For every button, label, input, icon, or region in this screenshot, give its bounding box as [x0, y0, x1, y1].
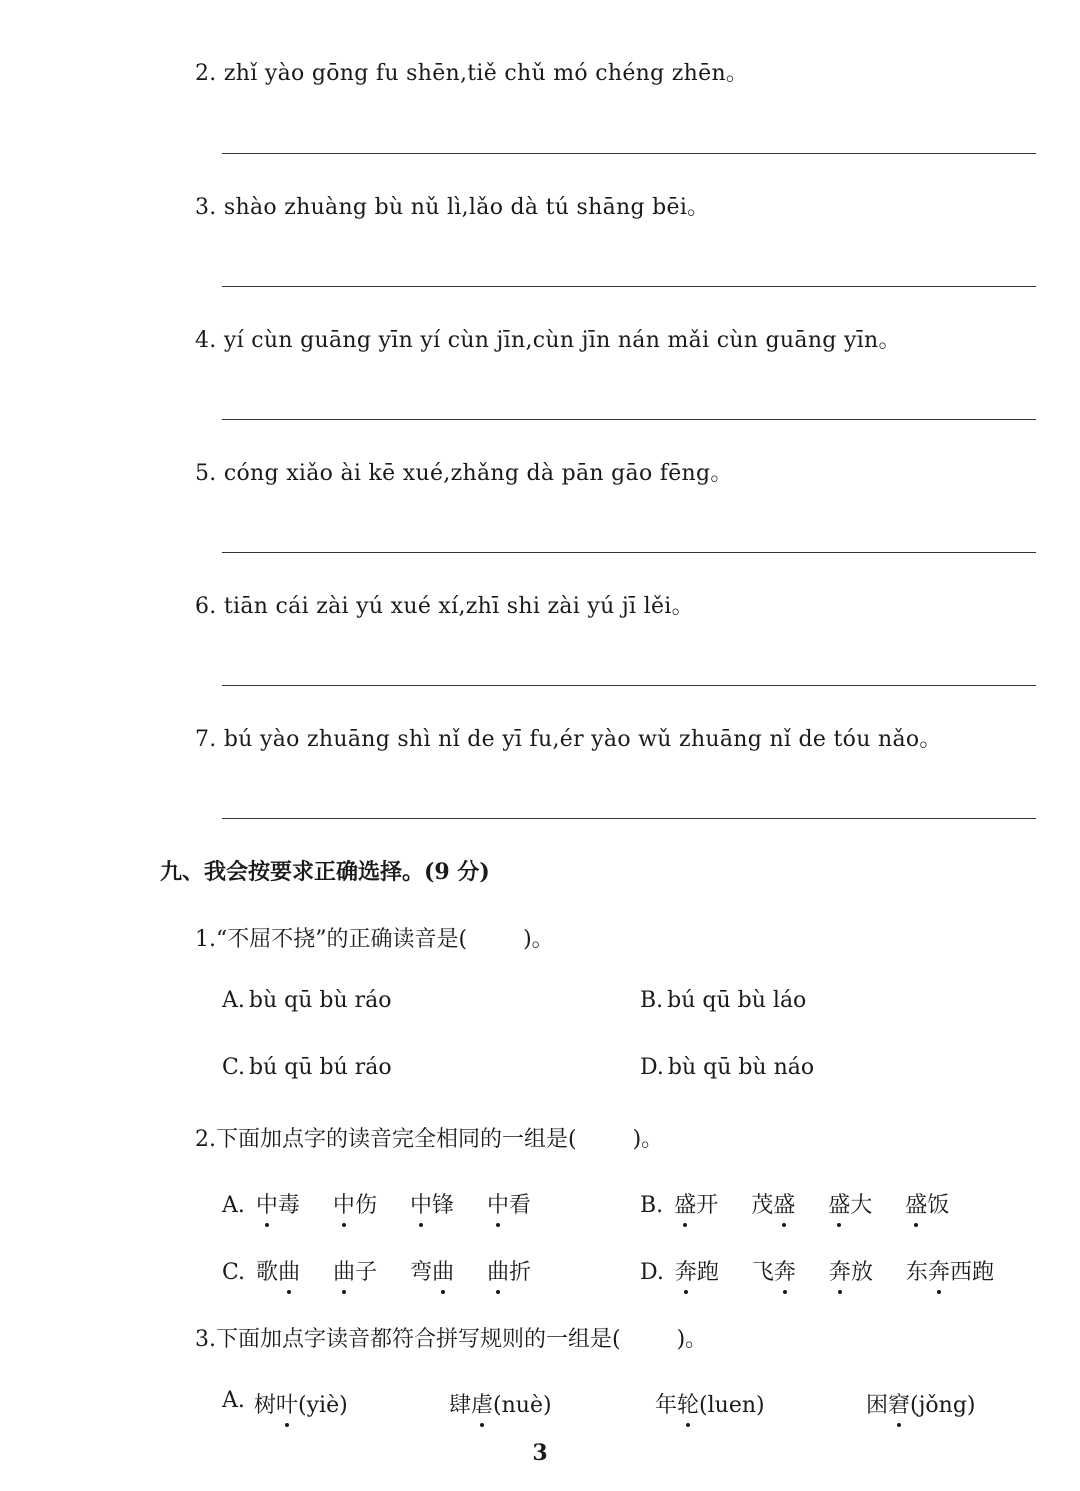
dotted-char: 窘 — [888, 1388, 910, 1419]
word: 曲子 — [333, 1255, 377, 1286]
answer-line[interactable] — [222, 552, 1036, 553]
item-number: 4. — [195, 328, 217, 353]
dotted-char: 奔 — [829, 1255, 851, 1286]
option-c[interactable] — [222, 1255, 557, 1286]
dotted-char: 中 — [487, 1188, 509, 1219]
option-label: A. — [222, 1388, 245, 1413]
item-number: 2. — [195, 61, 217, 86]
pinyin-text: shào zhuàng bù nǔ lì,lǎo dà tú shāng bēi。 — [223, 195, 710, 220]
section-title: 九、我会按要求正确选择。(9 分) — [160, 859, 490, 885]
question-end: )。 — [523, 927, 554, 952]
pinyin-item-4 — [195, 323, 901, 354]
pinyin-text: tiān cái zài yú xué xí,zhī shi zài yú jī lěi。 — [223, 594, 694, 619]
option-b[interactable] — [640, 1188, 975, 1219]
option-d[interactable] — [640, 1255, 994, 1286]
word: 盛开 — [674, 1188, 718, 1219]
word: 奔放 — [829, 1255, 873, 1286]
dotted-char: 轮 — [677, 1388, 699, 1419]
option-label: C. — [222, 1055, 246, 1080]
question-end: )。 — [676, 1327, 708, 1352]
question-text: 1.“不屈不挠”的正确读音是( — [195, 927, 468, 952]
option-a[interactable] — [222, 988, 392, 1013]
word: 东奔西跑 — [906, 1255, 994, 1286]
question-text: 2.下面加点字的读音完全相同的一组是( — [195, 1127, 577, 1152]
option-text: bú qū bú ráo — [249, 1055, 392, 1080]
word: 困窘(jǒng) — [866, 1388, 976, 1419]
word: 年轮(luen) — [655, 1388, 765, 1419]
dotted-char: 奔 — [774, 1255, 796, 1286]
word: 弯曲 — [410, 1255, 454, 1286]
item-number: 6. — [195, 594, 217, 619]
question-text: 3.下面加点字读音都符合拼写规则的一组是( — [195, 1327, 621, 1352]
answer-line[interactable] — [222, 153, 1036, 154]
pinyin-item-3 — [195, 190, 709, 221]
question-3 — [195, 1322, 707, 1353]
word: 茂盛 — [751, 1188, 795, 1219]
pinyin-item-2 — [195, 56, 748, 87]
option-text: bù qū bù náo — [667, 1055, 815, 1080]
option-a[interactable] — [222, 1188, 557, 1219]
word: 飞奔 — [752, 1255, 796, 1286]
pinyin-item-6 — [195, 589, 694, 620]
word: 肆虐(nuè) — [449, 1388, 552, 1419]
dotted-char: 奔 — [928, 1255, 950, 1286]
item-number: 7. — [195, 727, 217, 752]
dotted-char: 盛 — [828, 1188, 850, 1219]
dotted-char: 奔 — [675, 1255, 697, 1286]
dotted-char: 曲 — [278, 1255, 300, 1286]
item-number: 5. — [195, 461, 217, 486]
dotted-char: 虐 — [471, 1388, 493, 1419]
answer-line[interactable] — [222, 286, 1036, 287]
dotted-char: 叶 — [276, 1388, 298, 1419]
option-b[interactable] — [640, 988, 806, 1013]
dotted-char: 中 — [256, 1188, 278, 1219]
option-text: bù qū bù ráo — [248, 988, 392, 1013]
option-label: D. — [640, 1260, 664, 1285]
answer-line[interactable] — [222, 419, 1036, 420]
option-label: A. — [222, 988, 245, 1013]
pinyin-text: cóng xiǎo ài kē xué,zhǎng dà pān gāo fēng。 — [223, 461, 733, 486]
option-label: A. — [222, 1193, 245, 1218]
option-text: bú qū bù láo — [667, 988, 807, 1013]
dotted-char: 中 — [333, 1188, 355, 1219]
option-a[interactable] — [222, 1388, 249, 1413]
answer-line[interactable] — [222, 685, 1036, 686]
option-d[interactable] — [640, 1055, 814, 1080]
page-number: 3 — [532, 1440, 548, 1466]
word: 中毒 — [256, 1188, 300, 1219]
option-label: B. — [640, 988, 664, 1013]
dotted-char: 盛 — [773, 1188, 795, 1219]
question-end: )。 — [632, 1127, 664, 1152]
word: 中锋 — [410, 1188, 454, 1219]
option-c[interactable] — [222, 1055, 392, 1080]
dotted-char: 中 — [410, 1188, 432, 1219]
item-number: 3. — [195, 195, 217, 220]
question-1 — [195, 922, 554, 953]
word: 盛大 — [828, 1188, 872, 1219]
option-label: B. — [640, 1193, 664, 1218]
dotted-char: 盛 — [905, 1188, 927, 1219]
word: 中伤 — [333, 1188, 377, 1219]
pinyin-text: yí cùn guāng yīn yí cùn jīn,cùn jīn nán mǎi cùn guāng yīn。 — [223, 328, 901, 353]
dotted-char: 曲 — [333, 1255, 355, 1286]
pinyin-text: bú yào zhuāng shì nǐ de yī fu,ér yào wǔ zhuāng nǐ de tóu nǎo。 — [223, 727, 942, 752]
word: 盛饭 — [905, 1188, 949, 1219]
dotted-char: 盛 — [674, 1188, 696, 1219]
word: 中看 — [487, 1188, 531, 1219]
pinyin-item-7 — [195, 722, 942, 753]
pinyin-item-5 — [195, 456, 733, 487]
word: 曲折 — [487, 1255, 531, 1286]
word: 树叶(yiè) — [254, 1388, 348, 1419]
pinyin-text: zhǐ yào gōng fu shēn,tiě chǔ mó chéng zhēn。 — [223, 61, 749, 86]
word: 奔跑 — [675, 1255, 719, 1286]
dotted-char: 曲 — [487, 1255, 509, 1286]
dotted-char: 曲 — [432, 1255, 454, 1286]
answer-line[interactable] — [222, 818, 1036, 819]
word: 歌曲 — [256, 1255, 300, 1286]
option-label: C. — [222, 1260, 246, 1285]
question-2 — [195, 1122, 663, 1153]
option-label: D. — [640, 1055, 664, 1080]
